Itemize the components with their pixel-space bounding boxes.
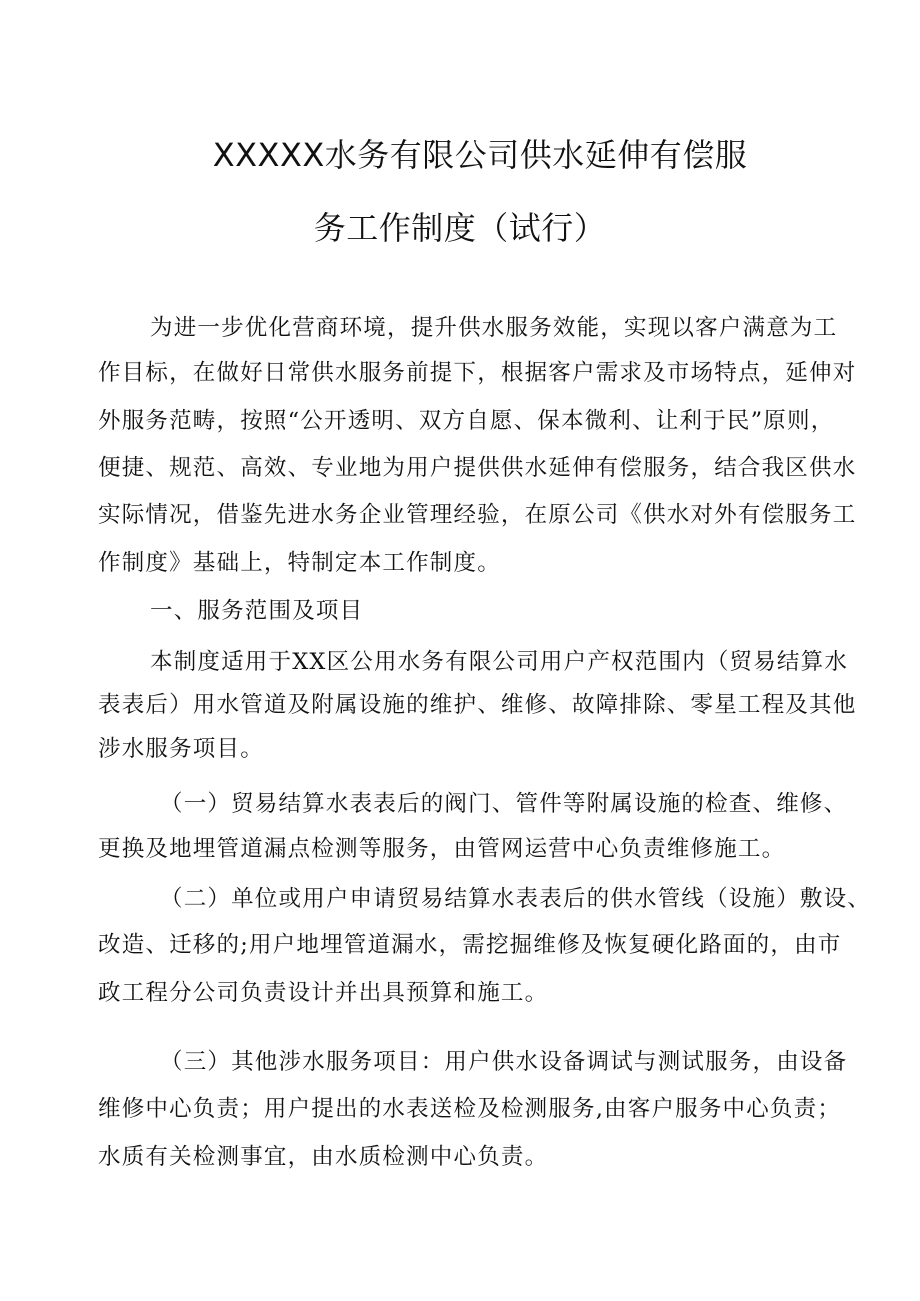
item-2-line-2: 改造、迁移的;用户地埋管道漏水，需挖掘维修及恢复硬化路面的，由市: [98, 932, 842, 958]
item-3-line-1: （三）其他涉水服务项目：用户供水设备调试与测试服务，由设备: [160, 1049, 848, 1075]
item-2-line-3: 政工程分公司负责设计并出具预算和施工。: [98, 980, 549, 1006]
paragraph-2-line-2: 表表后）用水管道及附属设施的维护、维修、故障排除、零星工程及其他: [98, 692, 857, 718]
document-title-line-2: 务工作制度（试行）: [313, 209, 607, 247]
paragraph-1-line-2: 作目标，在做好日常供水服务前提下，根据客户需求及市场特点，延伸对: [98, 360, 857, 386]
item-3-line-2: 维修中心负责；用户提出的水表送检及检测服务,由客户服务中心负责；: [98, 1096, 842, 1122]
item-3-line-3: 水质有关检测事宜，由水质检测中心负责。: [98, 1144, 549, 1170]
paragraph-1-line-5: 实际情况，借鉴先进水务企业管理经验，在原公司《供水对外有偿服务工: [98, 502, 857, 528]
paragraph-2-line-3: 涉水服务项目。: [98, 736, 264, 762]
item-2-line-1: （二）单位或用户申请贸易结算水表表后的供水管线（设施）敷设、: [160, 886, 872, 912]
item-1-line-2: 更换及地埋管道漏点检测等服务，由管网运营中心负责维修施工。: [98, 836, 786, 862]
paragraph-1-line-6: 作制度》基础上，特制定本工作制度。: [98, 550, 501, 576]
paragraph-1-line-4: 便捷、规范、高效、专业地为用户提供供水延伸有偿服务，结合我区供水: [98, 455, 857, 481]
document-title-line-1: XXXXX水务有限公司供水延伸有偿服: [212, 136, 748, 174]
paragraph-2-line-1: 本制度适用于XX区公用水务有限公司用户产权范围内（贸易结算水: [150, 649, 849, 675]
section-heading-1: 一、服务范围及项目: [150, 598, 364, 624]
paragraph-1-line-1: 为进一步优化营商环境，提升供水服务效能，实现以客户满意为工: [150, 315, 838, 341]
item-1-line-1: （一）贸易结算水表表后的阀门、管件等附属设施的检查、维修、: [160, 791, 848, 817]
paragraph-1-line-3: 外服务范畴，按照“公开透明、双方自愿、保本微利、让利于民”原则，: [98, 408, 835, 434]
